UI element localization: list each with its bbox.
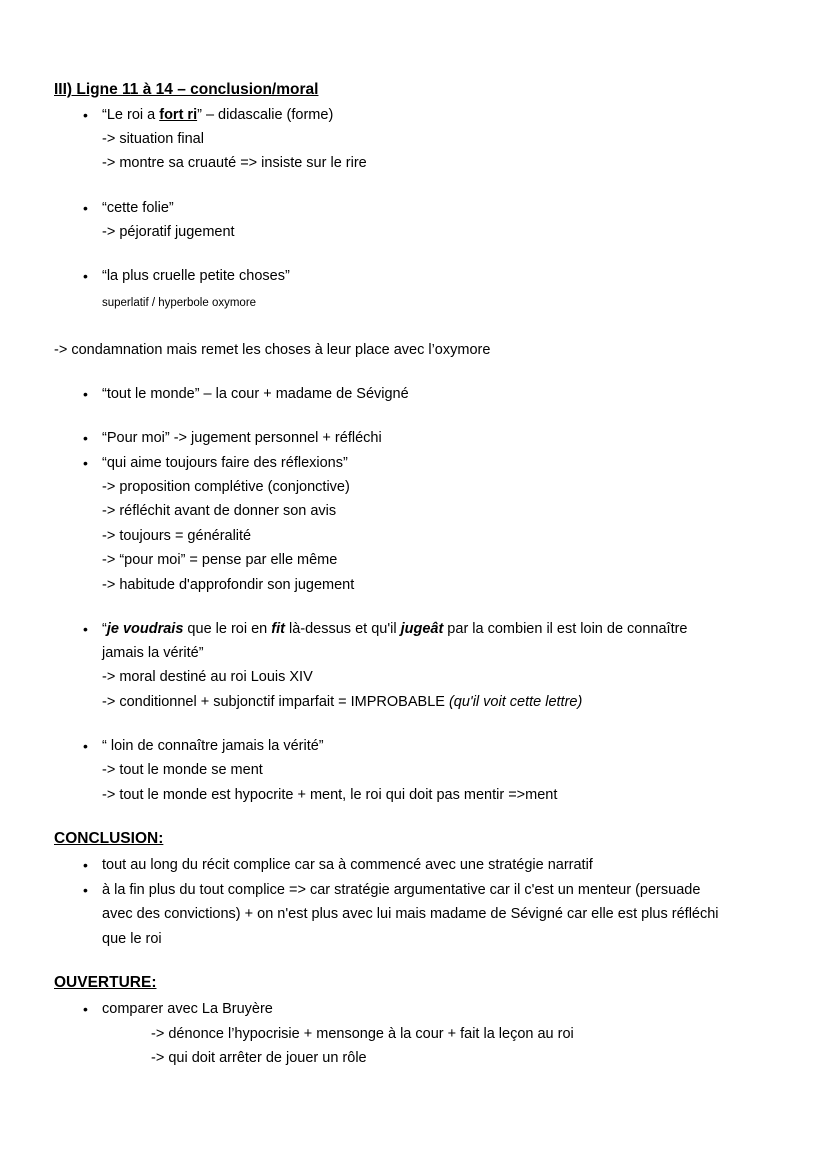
text: ” – didascalie (forme) xyxy=(197,107,334,123)
bold-italic-text: fit xyxy=(271,621,285,637)
section-heading: III) Ligne 11 à 14 – conclusion/moral xyxy=(54,81,319,98)
sub-item: -> “pour moi” = pense par elle même xyxy=(102,552,338,568)
sub-item: -> dénonce l’hypocrisie + mensonge à la cour + fait la leçon au roi xyxy=(151,1026,574,1042)
bullet: • xyxy=(83,200,88,216)
sub-item: -> situation final xyxy=(102,131,204,147)
text: -> conditionnel + subjonctif imparfait = IMPROBABLE xyxy=(102,694,449,710)
bold-italic-text: je voudrais xyxy=(106,621,184,637)
list-item-continuation: que le roi xyxy=(102,931,162,947)
bold-text: fort ri xyxy=(159,107,198,123)
list-item: “qui aime toujours faire des réflexions” xyxy=(102,455,348,471)
note-line: -> condamnation mais remet les choses à leur place avec l’oxymore xyxy=(54,342,491,358)
sub-item: -> tout le monde est hypocrite + ment, le roi qui doit pas mentir =>ment xyxy=(102,787,558,803)
section-heading: CONCLUSION: xyxy=(54,830,164,847)
text: “ xyxy=(102,621,107,637)
list-item: “ loin de connaître jamais la vérité” xyxy=(102,738,324,754)
list-item: “cette folie” xyxy=(102,200,174,216)
list-item: à la fin plus du tout complice => car stratégie argumentative car il c'est un menteur (persuade xyxy=(102,882,701,898)
text: que le roi en xyxy=(183,621,272,637)
sub-item: -> proposition complétive (conjonctive) xyxy=(102,479,350,495)
sub-item: -> qui doit arrêter de jouer un rôle xyxy=(151,1050,367,1066)
bullet: • xyxy=(83,1001,88,1017)
list-item xyxy=(102,620,688,638)
sub-item: -> habitude d'approfondir son jugement xyxy=(102,577,355,593)
text: “Le roi a xyxy=(102,107,160,123)
bullet: • xyxy=(83,107,88,123)
sub-item: -> toujours = généralité xyxy=(102,528,252,544)
bullet: • xyxy=(83,857,88,873)
sub-item: superlatif / hyperbole oxymore xyxy=(102,297,257,309)
section-heading: OUVERTURE: xyxy=(54,974,157,991)
list-item: “Pour moi” -> jugement personnel + réfléchi xyxy=(102,430,382,446)
text: par la combien il est loin de connaître xyxy=(443,621,688,637)
bullet: • xyxy=(83,738,88,754)
sub-item: -> tout le monde se ment xyxy=(102,762,263,778)
list-item: comparer avec La Bruyère xyxy=(102,1001,273,1017)
list-item-continuation: avec des convictions) + on n'est plus avec lui mais madame de Sévigné car elle est plus réfléchi xyxy=(102,906,719,922)
italic-text: (qu'il voit cette lettre) xyxy=(448,694,583,710)
list-item: “tout le monde” – la cour + madame de Sévigné xyxy=(102,386,409,402)
bullet: • xyxy=(83,386,88,402)
bullet: • xyxy=(83,621,88,637)
bullet: • xyxy=(83,455,88,471)
bullet: • xyxy=(83,268,88,284)
bullet: • xyxy=(83,430,88,446)
text: là-dessus et qu'il xyxy=(284,621,401,637)
list-item xyxy=(102,106,333,124)
bold-italic-text: jugeât xyxy=(400,621,444,637)
list-item-continuation: jamais la vérité” xyxy=(102,645,204,661)
sub-item xyxy=(102,693,582,711)
sub-item: -> montre sa cruauté => insiste sur le rire xyxy=(102,155,367,171)
list-item: tout au long du récit complice car sa à commencé avec une stratégie narratif xyxy=(102,857,593,873)
sub-item: -> moral destiné au roi Louis XIV xyxy=(102,669,313,685)
bullet: • xyxy=(83,882,88,898)
list-item: “la plus cruelle petite choses” xyxy=(102,268,290,284)
sub-item: -> réfléchit avant de donner son avis xyxy=(102,503,337,519)
sub-item: -> péjoratif jugement xyxy=(102,224,235,240)
